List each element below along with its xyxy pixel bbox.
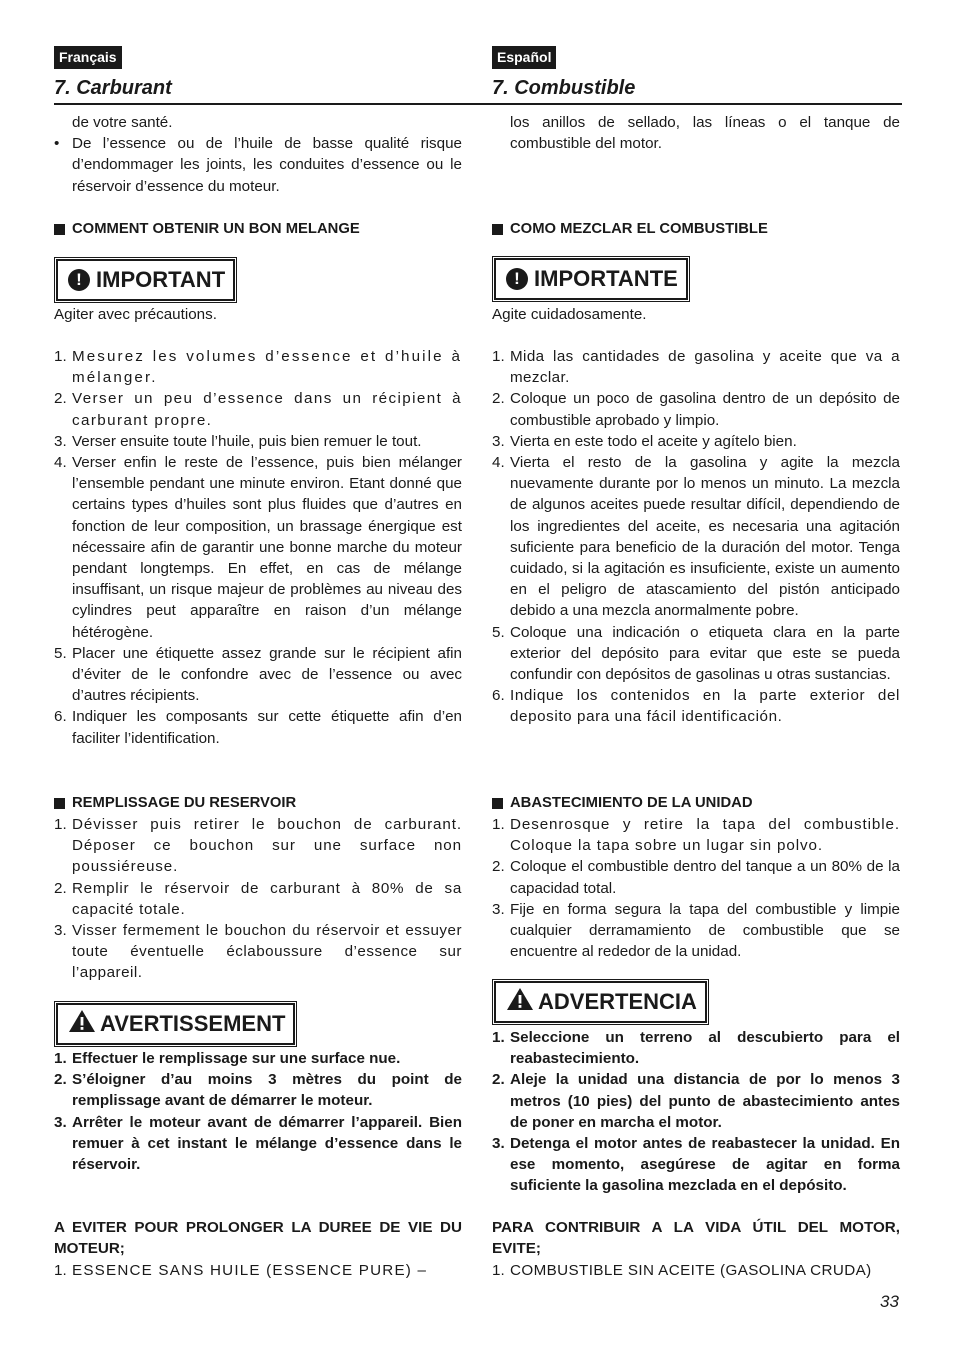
list-item: 3. Arrêter le moteur avant de démarrer l’appareil. Bien remuer à cet instant le mélange d’essence dans le réservoir.: [54, 1113, 462, 1174]
list-item: 2. Verser un peu d’essence dans un récipient à carburant propre.: [54, 390, 462, 429]
list-item: 1. COMBUSTIBLE SIN ACEITE (GASOLINA CRUDA): [492, 1262, 872, 1279]
important-callout: ! IMPORTANTE: [494, 258, 688, 300]
warning-triangle-icon: [506, 987, 534, 1017]
list-item: 3. Verser ensuite toute l’huile, puis bien remuer le tout.: [54, 432, 422, 450]
square-bullet-icon: [492, 224, 503, 235]
list-item: 1. Effectuer le remplissage sur une surface nue.: [54, 1050, 401, 1067]
mix-steps-list: [54, 346, 462, 749]
list-item: 2. Coloque el combustible dentro del tanque a un 80% de la capacidad total.: [492, 858, 900, 897]
exclamation-icon: !: [68, 269, 90, 291]
list-item: 1. Mesurez les volumes d’essence et d’huile à mélanger.: [54, 348, 462, 387]
subheading-fill: ABASTECIMIENTO DE LA UNIDAD: [492, 793, 900, 814]
mix-steps-list: [492, 346, 900, 728]
language-tag-french: Français: [54, 46, 122, 69]
square-bullet-icon: [54, 798, 65, 809]
fill-steps-list: [492, 814, 900, 962]
square-bullet-icon: [54, 224, 65, 235]
intro-continuation: los anillos de sellado, las líneas o el tanque de combustible del motor.: [510, 114, 900, 153]
list-item: 2. S’éloigner d’au moins 3 mètres du point de remplissage avant de démarrer le moteur.: [54, 1071, 462, 1110]
important-text: Agite cuidadosamente.: [492, 306, 647, 323]
section-title-spanish: 7. Combustible: [492, 77, 636, 99]
list-item: 2. Coloque un poco de gasolina dentro de un depósito de combustible aprobado y limpio.: [492, 390, 900, 429]
exclamation-icon: !: [506, 268, 528, 290]
column-french: [54, 46, 462, 1286]
list-item: 1. Dévisser puis retirer le bouchon de carburant. Déposer ce bouchon sur une surface non poussiéreuse.: [54, 816, 462, 876]
avoid-heading: PARA CONTRIBUIR A LA VIDA ÚTIL DEL MOTOR, EVITE;: [492, 1219, 900, 1258]
page-number: 33: [880, 1292, 899, 1311]
list-item: 2. Aleje la unidad una distancia de por lo menos 3 metros (10 pies) del punto de abastecimiento antes de poner en marcha el motor.: [492, 1071, 900, 1131]
square-bullet-icon: [492, 798, 503, 809]
subheading-mix: COMO MEZCLAR EL COMBUSTIBLE: [492, 219, 900, 240]
warning-callout: AVERTISSEMENT: [56, 1003, 295, 1045]
list-item: 6. Indique los contenidos en la parte exterior del deposito para una fácil identificación.: [492, 687, 900, 726]
important-callout: ! IMPORTANT: [56, 259, 235, 301]
intro-continuation: de votre santé.: [72, 114, 173, 131]
list-item: 3. Vierta en este todo el aceite y agítelo bien.: [492, 432, 797, 450]
warning-callout: ADVERTENCIA: [494, 981, 707, 1023]
list-item: 4. Vierta el resto de la gasolina y agite la mezcla nuevamente durante por lo menos un minuto. La mezcla de algunos aceites puede resultar difícil, dependiendo de los ingredientes del aceite, es necesaria una agitación suficiente para beneficio de la duración del motor. Tenga cuidado, si la agitación es insuficiente, existe un aumento en el peligro de atascamiento del pistón anticipado debido a una mezcla anormalmente pobre.: [492, 454, 900, 620]
list-item: 4. Verser enfin le reste de l’essence, puis bien mélanger l’ensemble pendant une minute environ. Etant donné que certains types d’huiles sont plus fluides que d’autres en fonction de leur composition, un brassage énergique est nécessaire afin de garantir une bonne marche du moteur pendant longtemps. En effet, en cas de mélange insuffisant, un risque majeur de problèmes au niveau des cylindres peut apparaître en raison d’un mélange hétérogène.: [54, 454, 462, 641]
subheading-mix: COMMENT OBTENIR UN BON MELANGE: [54, 219, 462, 240]
bullet-marker: •: [54, 135, 60, 153]
list-item: 5. Coloque una indicación o etiqueta clara en la parte exterior del depósito para evitar que este se pueda confundir con depósitos de gasolinas u otras sustancias.: [492, 623, 900, 684]
list-item: 1. Desenrosque y retire la tapa del combustible. Coloque la tapa sobre un lugar sin polvo.: [492, 816, 900, 855]
column-spanish: [492, 46, 900, 1286]
list-item: 3. Visser fermement le bouchon du réservoir et essuyer toute éventuelle éclaboussure d’essence sur l’appareil.: [54, 922, 462, 982]
list-item: 5. Placer une étiquette assez grande sur le récipient afin d’éviter de le confondre avec de l’essence ou avec d’autres récipients.: [54, 644, 462, 705]
list-item: 1. Mida las cantidades de gasolina y aceite que va a mezclar.: [492, 348, 900, 387]
list-item: 1. ESSENCE SANS HUILE (ESSENCE PURE) –: [54, 1262, 428, 1279]
list-item: 1. Seleccione un terreno al descubierto para el reabastecimiento.: [492, 1029, 900, 1068]
important-text: Agiter avec précautions.: [54, 306, 217, 323]
list-item: 6. Indiquer les composants sur cette étiquette afin d’en faciliter l’identification.: [54, 708, 462, 747]
list-item: 3. Fije en forma segura la tapa del combustible y limpie cualquier derramamiento de combustible que se encuentre al rededor de la unidad.: [492, 900, 900, 961]
warning-steps-list: [492, 1027, 900, 1197]
avoid-heading: A EVITER POUR PROLONGER LA DUREE DE VIE DU MOTEUR;: [54, 1219, 462, 1258]
list-item: 3. Detenga el motor antes de reabastecer la unidad. En ese momento, asegúrese de agitar en forma suficiente la gasolina mezclada en el depósito.: [492, 1135, 900, 1195]
section-title-french: 7. Carburant: [54, 77, 172, 99]
language-tag-spanish: Español: [492, 46, 556, 69]
warning-steps-list: [54, 1048, 462, 1175]
list-item: 2. Remplir le réservoir de carburant à 80% de sa capacité totale.: [54, 879, 462, 918]
subheading-fill: REMPLISSAGE DU RESERVOIR: [54, 793, 462, 814]
warning-triangle-icon: [68, 1009, 96, 1039]
intro-bullet: • De l’essence ou de l’huile de basse qualité risque d’endommager les joints, les conduites d’essence ou le réservoir d’essence du moteur.: [54, 133, 462, 197]
fill-steps-list: [54, 814, 462, 984]
